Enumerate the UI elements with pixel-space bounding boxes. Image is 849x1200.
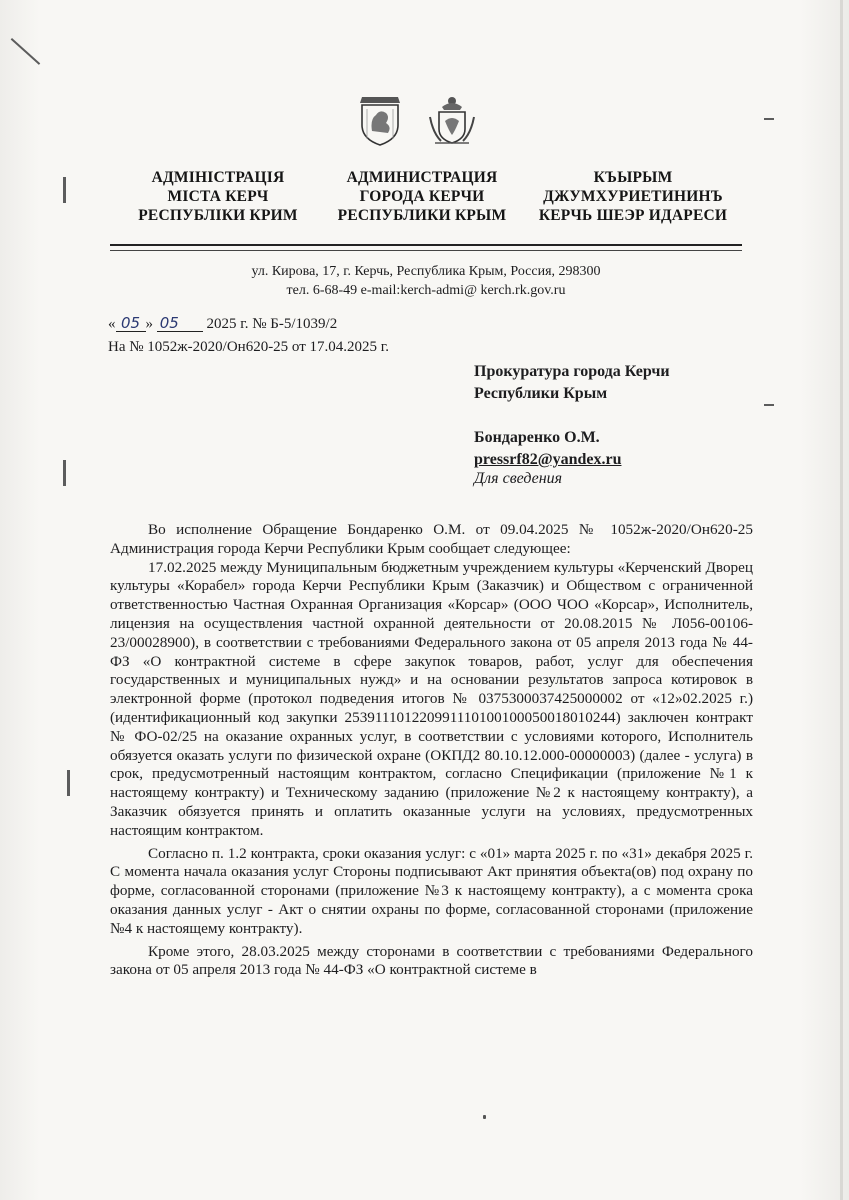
scan-mark <box>63 177 66 203</box>
paragraph: 17.02.2025 между Муниципальным бюджетным учреждением культуры «Керченский Дворец культуры «Корабел» города Керчи Республики Крым (Заказчик) и Обществом с ограниченной ответственностью Частная Охранная Организация «Корсар» (ООО ЧОО «Корсар», Исполнитель, лицензия на осуществления частной охранной деятельности от 20.08.2015 № Л056-00106-23/00028900), в соответствии с требованиями Федерального закона от 05 апреля 2013 года № 44-ФЗ «О контрактной системе в сфере закупок товаров, работ, услуг для обеспечения государственных и муниципальных нужд» и на основании результатов запроса котировок в электронной форме (протокол подведения итогов № 0375300037425000002 от «12»02.2025 г.) (идентификационный код закупки 253911101220991110100100050018010244) заключен контракт № ФО-02/25 на оказание охранных услуг, в соответствии с условиями которого, Исполнитель обязуется оказать услуги по физической охране (ОКПД2 80.10.12.000-00000003) (далее - услуга) в срок, предусмотренный настоящим контрактом, согласно Спецификации (приложение №1 к настоящему контракту) и Техническому заданию (приложение №2 к настоящему контракту), а Заказчик обязуется принять и оплатить оказанные услуги на условиях, предусмотренных настоящим контрактом. <box>110 558 753 839</box>
scan-mark <box>11 38 41 65</box>
outgoing-reference <box>108 315 337 334</box>
header-divider <box>110 244 742 246</box>
address-line: ул. Кирова, 17, г. Керчь, Республика Крым, Россия, 298300 <box>251 264 601 279</box>
paragraph: Согласно п. 1.2 контракта, сроки оказания услуг: с «01» марта 2025 г. по «31» декабря 2025 г. С момента начала оказания услуг Стороны подписывают Акт принятия объекта(ов) под охрану по форме, согласованной сторонами (приложение №3 к настоящему контракту), а с момента срока оказания данных услуг - Акт о снятии охраны по форме, согласованной сторонами (приложение №4 к настоящему контракту). <box>110 844 753 937</box>
header-crimean-tatar <box>533 168 733 225</box>
header-russian <box>333 168 511 225</box>
handwritten-day: 05 <box>116 315 146 332</box>
header-line: РЕСПУБЛИКИ КРЫМ <box>337 207 507 224</box>
header-line: РЕСПУБЛІКИ КРИМ <box>138 207 298 224</box>
kerch-coat-of-arms-icon <box>358 95 402 147</box>
crimea-coat-of-arms-icon <box>427 95 477 147</box>
phone-email-line: тел. 6-68-49 e-mail:kerch-admi@ kerch.rk.gov.ru <box>286 283 566 298</box>
quote-close: » <box>145 316 153 332</box>
paragraph: Кроме этого, 28.03.2025 между сторонами в соответствии с требованиями Федерального закона от 05 апреля 2013 года № 44-ФЗ «О контрактной системе в <box>110 942 753 979</box>
header-divider-thin <box>110 250 742 251</box>
header-line: МІСТА КЕРЧ <box>167 188 269 205</box>
paragraph: Во исполнение Обращение Бондаренко О.М. от 09.04.2025 № 1052ж-2020/Он620-25 Администрация города Керчи Республики Крым сообщает следующее: <box>110 521 753 557</box>
header-line: КЕРЧЬ ШЕЭР ИДАРЕСИ <box>538 207 728 224</box>
in-reply-reference: На № 1052ж-2020/Он620-25 от 17.04.2025 г. <box>108 339 390 355</box>
scan-mark <box>764 404 774 406</box>
addressee-org: Прокуратура города Керчи <box>474 363 670 380</box>
scan-mark <box>63 460 66 486</box>
addressee-note: Для сведения <box>474 470 563 487</box>
addressee-region: Республики Крым <box>474 385 608 402</box>
header-line: ГОРОДА КЕРЧИ <box>359 188 485 205</box>
header-line: КЪЫРЫМ <box>593 169 673 186</box>
letter-body <box>110 521 753 980</box>
header-line: АДМІНІСТРАЦІЯ <box>151 169 285 186</box>
scan-dot <box>483 1115 486 1119</box>
header-line: ДЖУМХУРИЕТИНИНЪ <box>543 188 723 205</box>
year-number: 2025 г. № Б-5/1039/2 <box>206 316 338 332</box>
scan-mark <box>67 770 70 796</box>
scan-mark <box>764 118 774 120</box>
quote-open: « <box>108 316 116 332</box>
page-edge <box>840 0 843 1200</box>
handwritten-month: 05 <box>157 315 203 332</box>
addressee-person: Бондаренко О.М. <box>474 429 600 446</box>
header-line: АДМИНИСТРАЦИЯ <box>346 169 498 186</box>
header-ukrainian <box>128 168 308 225</box>
addressee-email-link[interactable]: pressrf82@yandex.ru <box>474 451 622 468</box>
